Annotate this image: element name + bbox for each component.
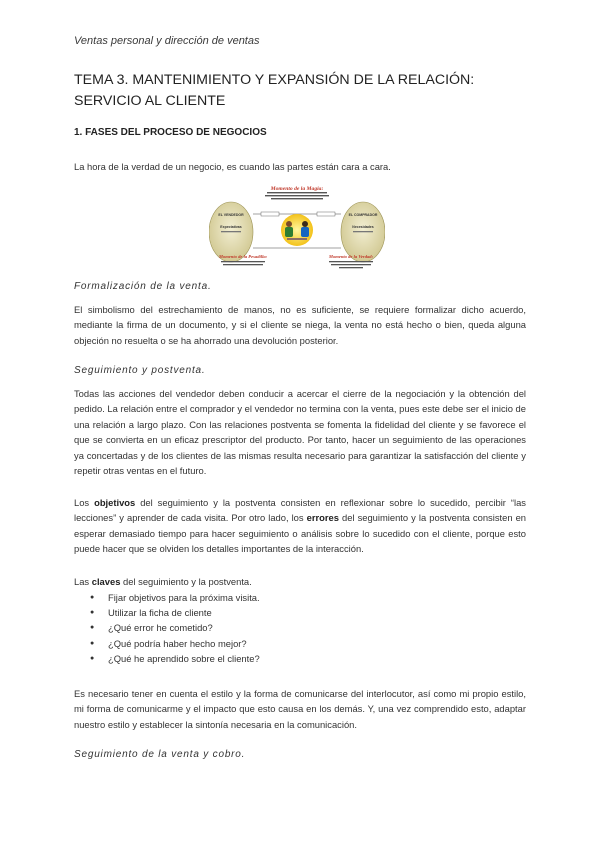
magic-moment-title: Momento de la Magia: bbox=[270, 186, 324, 192]
list-item: ● Utilizar la ficha de cliente bbox=[74, 605, 260, 620]
claves-emphasis: claves bbox=[91, 576, 121, 587]
truth-moment-title: Momento de la Verdad: bbox=[328, 254, 374, 259]
claves-list bbox=[74, 590, 260, 666]
seguimiento-heading: Seguimiento y postventa. bbox=[74, 365, 206, 376]
seller-label: EL VENDEDOR bbox=[218, 213, 244, 217]
seguimiento-paragraph: Todas las acciones del vendedor deben conducir a acercar el cierre de la negociación y la obtención del pedido. La relación entre el comprador y el vendedor no termina con la venta, pues este debe ser el inicio de una relación a largo plazo. Con las relaciones postventa se fomenta la fidelidad del cliente y se favorece el que se convierta en un eficaz prescriptor del producto. Por tanto, hacer un seguimiento de las operaciones ya concertadas y de los clientes de las mismas resulta necesario para garantizar la satisfacción del cliente y repetir otras ventas en el futuro. bbox=[74, 388, 526, 477]
cobro-heading: Seguimiento de la venta y cobro. bbox=[74, 749, 246, 760]
top-magic-label bbox=[265, 186, 329, 199]
buyer-label: EL COMPRADOR bbox=[348, 213, 378, 217]
list-item: ● Fijar objetivos para la próxima visita. bbox=[74, 590, 260, 605]
page-title: TEMA 3. MANTENIMIENTO Y EXPANSIÓN DE LA RELACIÓN: SERVICIO AL CLIENTE bbox=[74, 72, 475, 109]
intro-paragraph: La hora de la verdad de un negocio, es cuando las partes están cara a cara. bbox=[74, 161, 391, 172]
errores-emphasis: errores bbox=[306, 512, 339, 524]
seller-expectations-label: Expectativas bbox=[220, 225, 242, 229]
claves-intro: Las claves del seguimiento y la postventa. bbox=[74, 576, 252, 587]
list-item: ● ¿Qué podría haber hecho mejor? bbox=[74, 636, 260, 651]
objetivos-paragraph: Los objetivos del seguimiento y la postventa consisten en reflexionar sobre lo sucedido, percibir “las lecciones” y aprender de cada visita. Por otro lado, los errores del seguimiento y la postventa consisten en esperar demasiado tiempo para hacer seguimiento o análisis sobre lo sucedido con el cliente, porque esto puede hacer que se olviden los detalles importantes de la interacción. bbox=[74, 497, 527, 555]
closing-paragraph: Es necesario tener en cuenta el estilo y la forma de comunicarse del interlocutor, así como mi propio estilo, mi forma de comunicarme y el impacto que esto causa en los demás. Y, una vez comprendido esto, adaptar nuestro estilo y establecer la sintonía necesaria en la comunicación. bbox=[74, 688, 526, 730]
list-item: ● ¿Qué he aprendido sobre el cliente? bbox=[74, 651, 260, 666]
objetivos-emphasis: objetivos bbox=[94, 497, 136, 508]
nightmare-moment-title: Momento de la Pesadilla: bbox=[218, 254, 268, 259]
handshake-icon bbox=[281, 214, 313, 246]
formalizacion-paragraph: El simbolismo del estrechamiento de manos, no es suficiente, se requiere formalizar dicho acuerdo, mediante la firma de un documento, y si el cliente se niega, la venta no está hecho o bien, queda alguna objeción no resuelta o se ha ahorrado una devolución posterior. bbox=[74, 304, 526, 346]
formalizacion-heading: Formalización de la venta. bbox=[74, 281, 212, 292]
section-heading: 1. FASES DEL PROCESO DE NEGOCIOS bbox=[74, 127, 267, 138]
sales-moments-diagram bbox=[209, 184, 385, 276]
list-item: ● ¿Qué error he cometido? bbox=[74, 620, 260, 635]
buyer-needs-label: Necesidades bbox=[352, 225, 374, 229]
running-header: Ventas personal y dirección de ventas bbox=[74, 35, 260, 47]
